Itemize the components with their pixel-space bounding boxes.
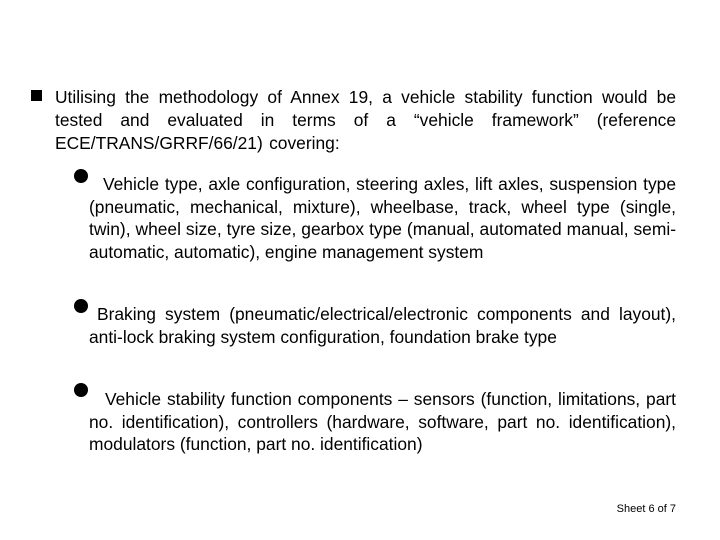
main-bullet-text: Utilising the methodology of Annex 19, a vehicle stability function would be tested and evaluated in terms of a “vehicle framework” (reference ECE/TRANS/GRRF/66/21) covering: (55, 87, 676, 153)
sub-bullet-point-stability-components (74, 388, 676, 456)
round-bullet-icon (74, 383, 88, 397)
sub-bullet-point-vehicle-type (74, 173, 676, 264)
main-bullet-point (31, 86, 676, 155)
square-bullet-icon (31, 90, 42, 101)
round-bullet-icon (74, 299, 88, 313)
page-number: Sheet 6 of 7 (616, 503, 676, 515)
round-bullet-icon (74, 169, 88, 183)
sub-bullet-text: Vehicle stability function components – sensors (function, limitations, part no. identification), controllers (hardware, software, part no. identification), modulators (function, part no. identification) (89, 389, 676, 455)
sub-bullet-text: Vehicle type, axle configuration, steering axles, lift axles, suspension type (pneumatic, mechanical, mixture), wheelbase, track, wheel type (single, twin), wheel size, tyre size, gearbox type (manual, automated manual, semi-automatic, automatic), engine management system (89, 174, 676, 263)
sub-bullet-point-braking-system (74, 303, 676, 348)
sub-bullet-text: Braking system (pneumatic/electrical/electronic components and layout), anti-lock braking system configuration, foundation brake type (89, 304, 676, 347)
